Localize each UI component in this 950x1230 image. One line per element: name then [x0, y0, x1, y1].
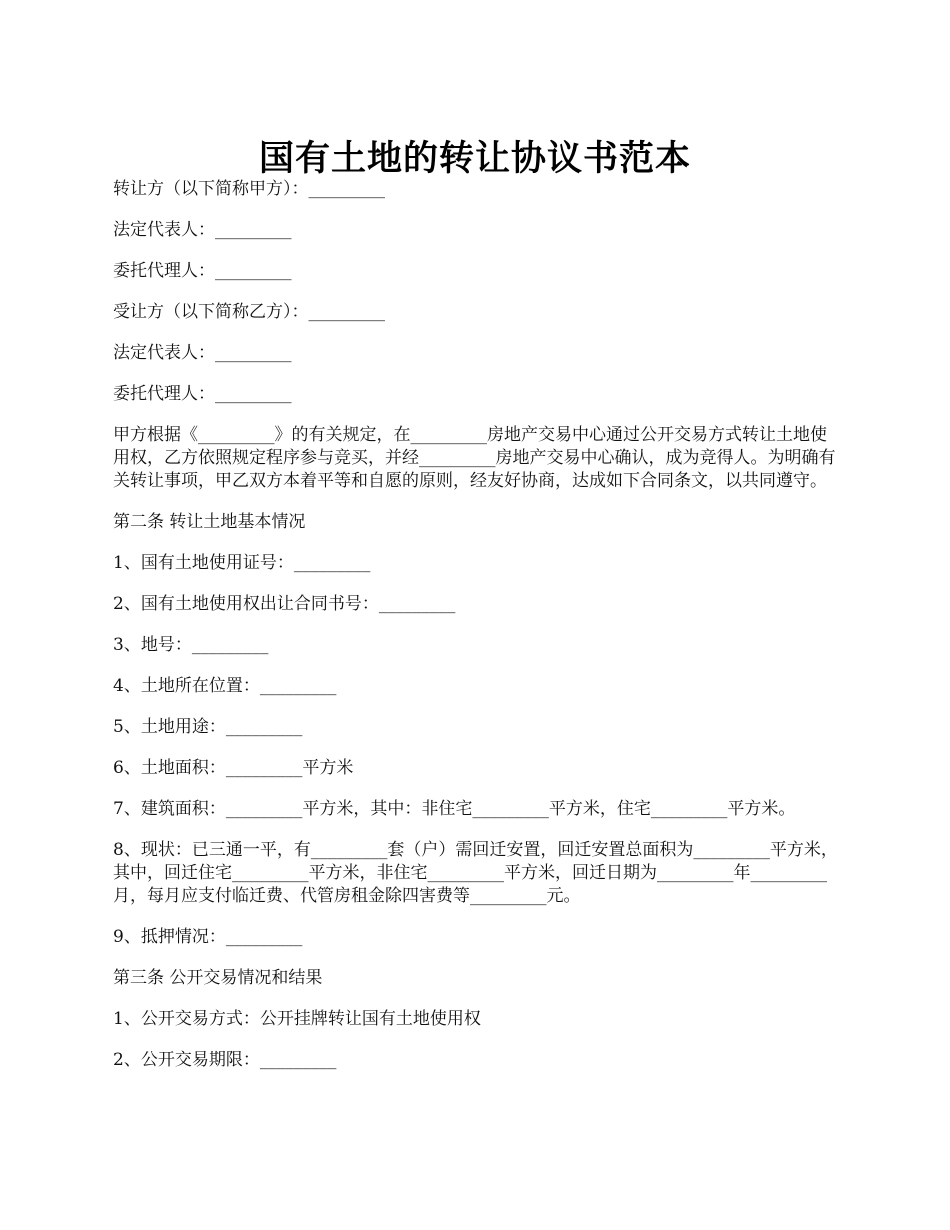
document-body — [113, 178, 843, 1090]
section-heading-article-2: 第二条 转让土地基本情况 — [113, 512, 306, 532]
list-item-mortgage: 9、抵押情况：_________ — [113, 927, 303, 947]
list-item-contract-number: 2、国有土地使用权出让合同书号：_________ — [113, 594, 456, 614]
paragraph-transferee-legal-rep: 法定代表人：_________ — [113, 343, 292, 363]
paragraph-transferee: 受让方（以下简称乙方）：_________ — [113, 302, 385, 322]
paragraph-transferor-legal-rep: 法定代表人：_________ — [113, 220, 292, 240]
paragraph-transferee-agent: 委托代理人：_________ — [113, 384, 292, 404]
paragraph-preamble: 甲方根据《_________》的有关规定，在_________房地产交易中心通过公开交易方式转让土地使用权，乙方依照规定程序参与竞买，并经_________房地产交易中心确认，成为竞得人。为明确有关转让事项，甲乙双方本着平等和自愿的原则，经友好协商，达成如下合同条文，以共同遵守。 — [113, 425, 836, 491]
paragraph-transferor: 转让方（以下简称甲方）：_________ — [113, 179, 385, 199]
list-item-trade-method: 1、公开交易方式：公开挂牌转让国有土地使用权 — [113, 1009, 481, 1029]
list-item-land-certificate: 1、国有土地使用证号：_________ — [113, 553, 371, 573]
list-item-land-area: 6、土地面积：_________平方米 — [113, 758, 354, 778]
section-heading-article-3: 第三条 公开交易情况和结果 — [113, 968, 323, 988]
list-item-current-status: 8、现状：已三通一平，有_________套（户）需回迁安置，回迁安置总面积为_________平方米，其中，回迁住宅_________平方米，非住宅_________平方米，回迁日期为_________年_________月，每月应支付临迁费、代管房租金除四害费等_________元。 — [113, 840, 838, 906]
document-title: 国有土地的转让协议书范本 — [258, 138, 691, 180]
paragraph-transferor-agent: 委托代理人：_________ — [113, 261, 292, 281]
list-item-trade-period: 2、公开交易期限：_________ — [113, 1050, 337, 1070]
list-item-building-area: 7、建筑面积：_________平方米，其中：非住宅_________平方米，住宅_________平方米。 — [113, 799, 796, 819]
list-item-lot-number: 3、地号：_________ — [113, 635, 269, 655]
list-item-location: 4、土地所在位置：_________ — [113, 676, 337, 696]
list-item-land-use: 5、土地用途：_________ — [113, 717, 303, 737]
